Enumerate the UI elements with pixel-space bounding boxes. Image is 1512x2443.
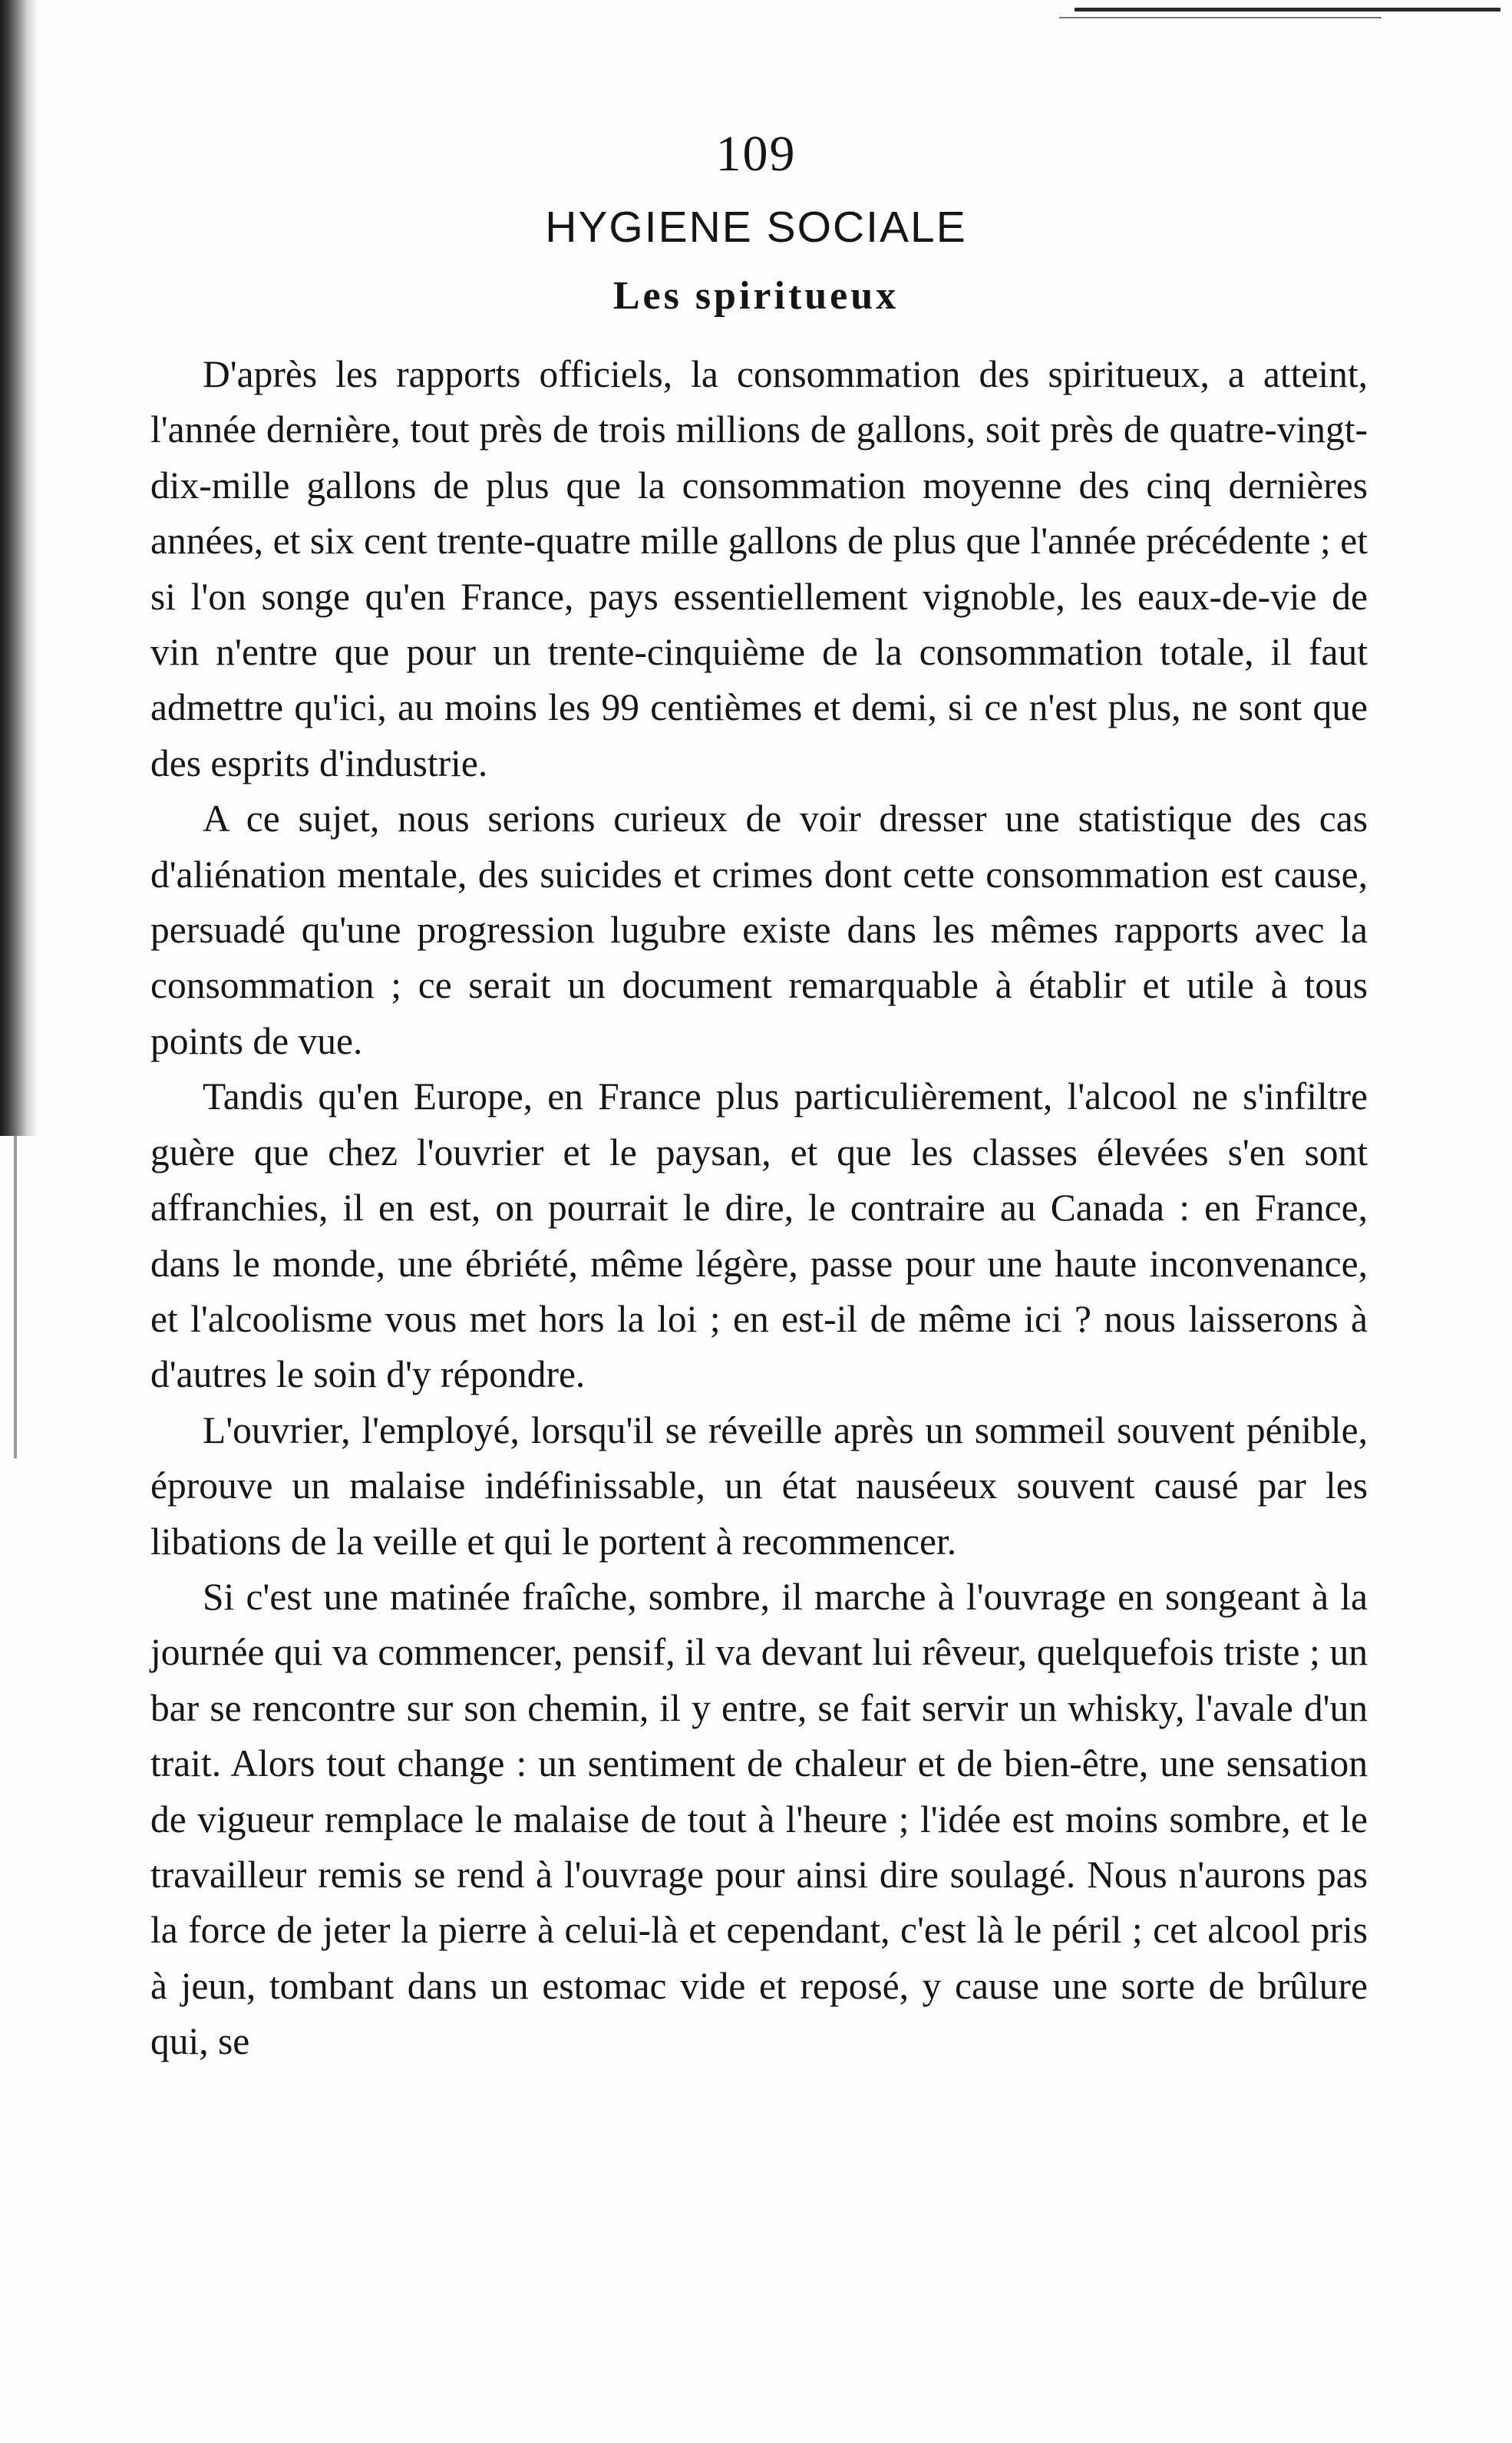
paragraph-worker-morning: L'ouvrier, l'employé, lorsqu'il se réveille après un sommeil souvent pénible, éprouve un malaise indéfinissable, un état nauséeux souvent causé par les libations de la veille et qui le portent à recommencer. [150,1408,1368,1563]
top-rule-thin [1059,17,1382,18]
section-heading: HYGIENE SOCIALE [545,203,967,252]
article-title: Les spiritueux [612,274,900,318]
article-body [150,347,1368,2070]
binding-edge-lower [14,1136,17,1458]
top-rule [1075,8,1500,12]
page-number: 109 [715,126,797,182]
paragraph-statistics-request: A ce sujet, nous serions curieux de voir dresser une statistique des cas d'aliénation mentale, des suicides et crimes dont cette consommation est cause, persuadé qu'une progression lugubre existe dans les mêmes rapports avec la consommation ; ce serait un document remarquable à établir et utile à tous points de vue. [150,797,1368,1062]
paragraph-europe-comparison: Tandis qu'en Europe, en France plus particulièrement, l'alcool ne s'infiltre guère que chez l'ouvrier et le paysan, et que les classes élevées s'en sont affranchies, il en est, on pourrait le dire, le contraire au Canada : en France, dans le monde, une ébriété, même légère, passe pour une haute inconvenance, et l'alcoolisme vous met hors la loi ; en est-il de même ici ? nous laisserons à d'autres le soin d'y répondre. [150,1075,1368,1396]
paragraph-consumption-statistics: D'après les rapports officiels, la consommation des spiritueux, a atteint, l'année dernière, tout près de trois millions de gallons, soit près de quatre-vingt-dix-mille gallons de plus que la consommation moyenne des cinq dernières années, et six cent trente-quatre mille gallons de plus que l'année précédente ; et si l'on songe qu'en France, pays essentiellement vignoble, les eaux-de-vie de vin n'entre que pour un trente-cinquième de la consommation totale, il faut admettre qu'ici, au moins les 99 centièmes et demi, si ce n'est plus, ne sont que des esprits d'industrie. [150,353,1368,784]
paragraph-bar-visit: Si c'est une matinée fraîche, sombre, il marche à l'ouvrage en songeant à la journée qui va commencer, pensif, il va devant lui rêveur, quelquefois triste ; un bar se rencontre sur son chemin, il y entre, se fait servir un whisky, l'avale d'un trait. Alors tout change : un sentiment de chaleur et de bien-être, une sensation de vigueur remplace le malaise de tout à l'heure ; l'idée est moins sombre, et le travailleur remis se rend à l'ouvrage pour ainsi dire soulagé. Nous n'aurons pas la force de jeter la pierre à celui-là et cependant, c'est là le péril ; cet alcool pris à jeun, tombant dans un estomac vide et reposé, y cause une sorte de brûlure qui, se [150,1575,1368,2063]
